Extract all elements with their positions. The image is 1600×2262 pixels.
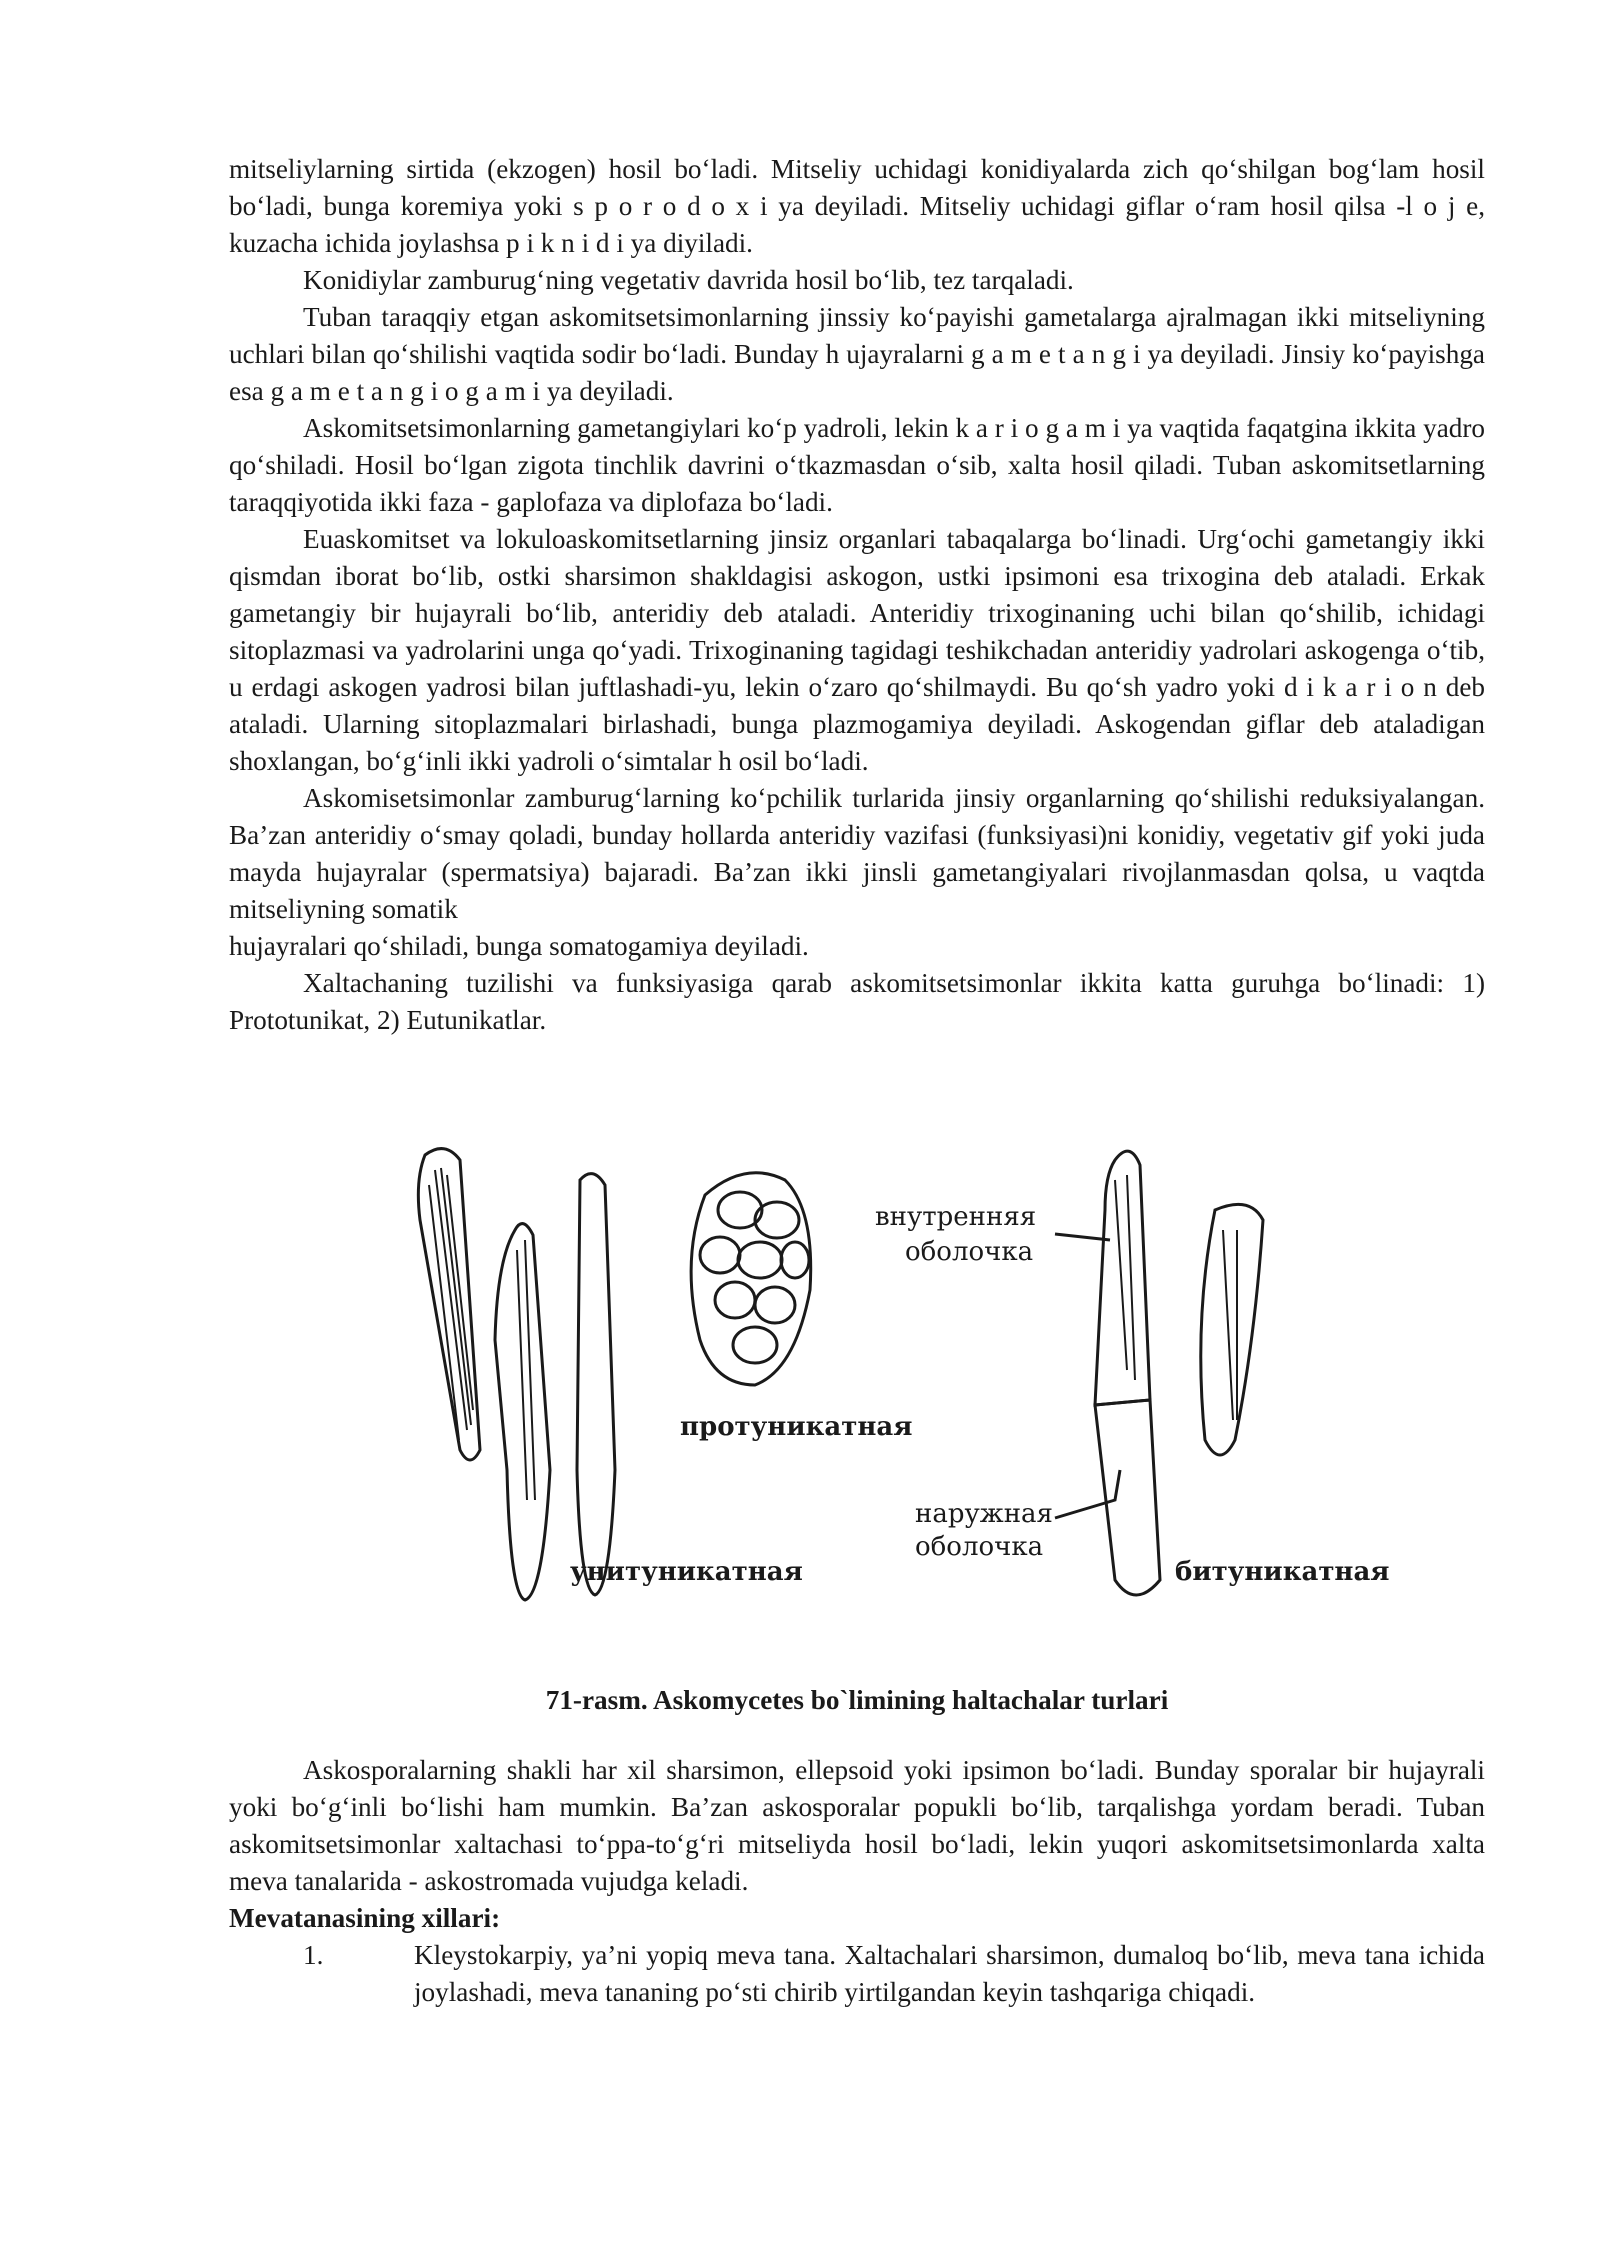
body-text-top <box>229 151 1485 1039</box>
paragraph: Askomitsetsimonlarning gametangiylari ko‘p yadroli, lekin k a r i o g a m i ya vaqtida faqatgina ikkita yadro qo‘shiladi. Hosil bo‘lgan zigota tinchlik davrini o‘tkazmasdan o‘sib, xalta hosil qiladi. Tuban askomitsetlarning taraqqiyotida ikki faza - gaplofaza va diplofaza bo‘ladi. <box>229 413 1485 517</box>
asci-types-figure <box>415 1140 1415 1620</box>
list-item <box>229 1937 1485 2011</box>
label-outer-wall-2: оболочка <box>915 1532 1044 1562</box>
paragraph: hujayralari qo‘shiladi, bunga somatogamiya deyiladi. <box>229 931 809 961</box>
unitunicate-ascus-3 <box>577 1174 615 1595</box>
label-inner-wall-1: внутренняя <box>875 1202 1037 1232</box>
label-outer-wall-1: наружная <box>915 1499 1053 1529</box>
bitunicate-ascus-inner <box>1095 1151 1150 1405</box>
paragraph: Tuban taraqqiy etgan askomitsetsimonlarning jinssiy ko‘payishi gametalarga ajralmagan ikki mitseliyning uchlari bilan qo‘shilishi vaqtida sodir bo‘ladi. Bunday h ujayralarni g a m e t a n g i ya deyiladi. Jinsiy ko‘payishga esa g a m e t a n g i o g a m i ya deyiladi. <box>229 302 1485 406</box>
bitunicate-ascus-outer <box>1095 1400 1160 1595</box>
paragraph: Askomisetsimonlar zamburug‘larning ko‘pchilik turlarida jinsiy organlarning qo‘shilishi reduksiyalangan. Ba’zan anteridiy o‘smay qoladi, bunday hollarda anteridiy vazifasi (funksiyasi)ni konidiy, vegetativ gif yoki juda mayda hujayralar (spermatsiya) bajaradi. Ba’zan ikki jinsli gametangiyalari rivojlanmasdan qolsa, u vaqtda mitseliyning somatik <box>229 783 1485 924</box>
body-text-bottom <box>229 1752 1485 2011</box>
label-inner-wall-2: оболочка <box>905 1237 1034 1267</box>
asci-illustration <box>415 1140 1415 1620</box>
figure-caption: 71-rasm. Askomycetes bo`limining haltachalar turlari <box>545 1685 1169 1715</box>
label-prototunicate: протуникатная <box>680 1412 913 1442</box>
paragraph: Xaltachaning tuzilishi va funksiyasiga qarab askomitsetsimonlar ikkita katta guruhga bo‘linadi: 1) Prototunikat, 2) Eutunikatlar. <box>229 968 1485 1035</box>
paragraph: Konidiylar zamburug‘ning vegetativ davrida hosil bo‘lib, tez tarqaladi. <box>303 265 1074 295</box>
label-bitunicate: битуникатная <box>1175 1557 1390 1587</box>
list-item-text: Kleystokarpiy, ya’ni yopiq meva tana. Xaltachalari sharsimon, dumaloq bo‘lib, meva tana ichida joylashadi, meva tananing po‘sti chirib yirtilgandan keyin tashqariga chiqadi. <box>414 1940 1485 2007</box>
paragraph: mitseliylarning sirtida (ekzogen) hosil bo‘ladi. Mitseliy uchidagi konidiyalarda zich qo‘shilgan bog‘lam hosil bo‘ladi, bunga koremiya yoki s p o r o d o x i ya deyiladi. Mitseliy uchidagi giflar o‘ram hosil qilsa -l o j e, kuzacha ichida joylashsa p i k n i d i ya diyiladi. <box>229 154 1485 258</box>
label-unitunicate: унитуникатная <box>570 1557 803 1587</box>
paragraph: Euaskomitset va lokuloaskomitsetlarning jinsiz organlari tabaqalarga bo‘linadi. Urg‘ochi gametangiy ikki qismdan iborat bo‘lib, ostki sharsimon shakldagisi askogon, ustki ipsimoni esa trixogina deb ataladi. Erkak gametangiy bir hujayrali bo‘lib, anteridiy deb ataladi. Anteridiy trixoginaning uchi bilan qo‘shilib, ichidagi sitoplazmasi va yadrolarini unga qo‘yadi. Trixoginaning tagidagi teshikchadan anteridiy yadrolari askogenga o‘tib, u erdagi askogen yadrosi bilan juftlashadi-yu, lekin o‘zaro qo‘shilmaydi. Bu qo‘sh yadro yoki d i k a r i o n deb ataladi. Ularning sitoplazmalari birlashadi, bunga plazmogamiya deyiladi. Askogendan giflar deb ataladigan shoxlangan, bo‘g‘inli ikki yadroli o‘simtalar h osil bo‘ladi. <box>229 524 1485 776</box>
paragraph: Askosporalarning shakli har xil sharsimon, ellepsoid yoki ipsimon bo‘ladi. Bunday sporalar bir hujayrali yoki bo‘g‘inli bo‘lishi ham mumkin. Ba’zan askosporalar popukli bo‘lib, tarqalishga yordam beradi. Tuban askomitsetsimonlar xaltachasi to‘ppa-to‘g‘ri mitseliyda hosil bo‘ladi, lekin yuqori askomitsetsimonlarda xalta meva tanalarida - askostromada vujudga keladi. <box>229 1755 1485 1896</box>
list-item-number: 1. <box>303 1940 324 1970</box>
section-heading: Mevatanasining xillari: <box>229 1903 501 1933</box>
